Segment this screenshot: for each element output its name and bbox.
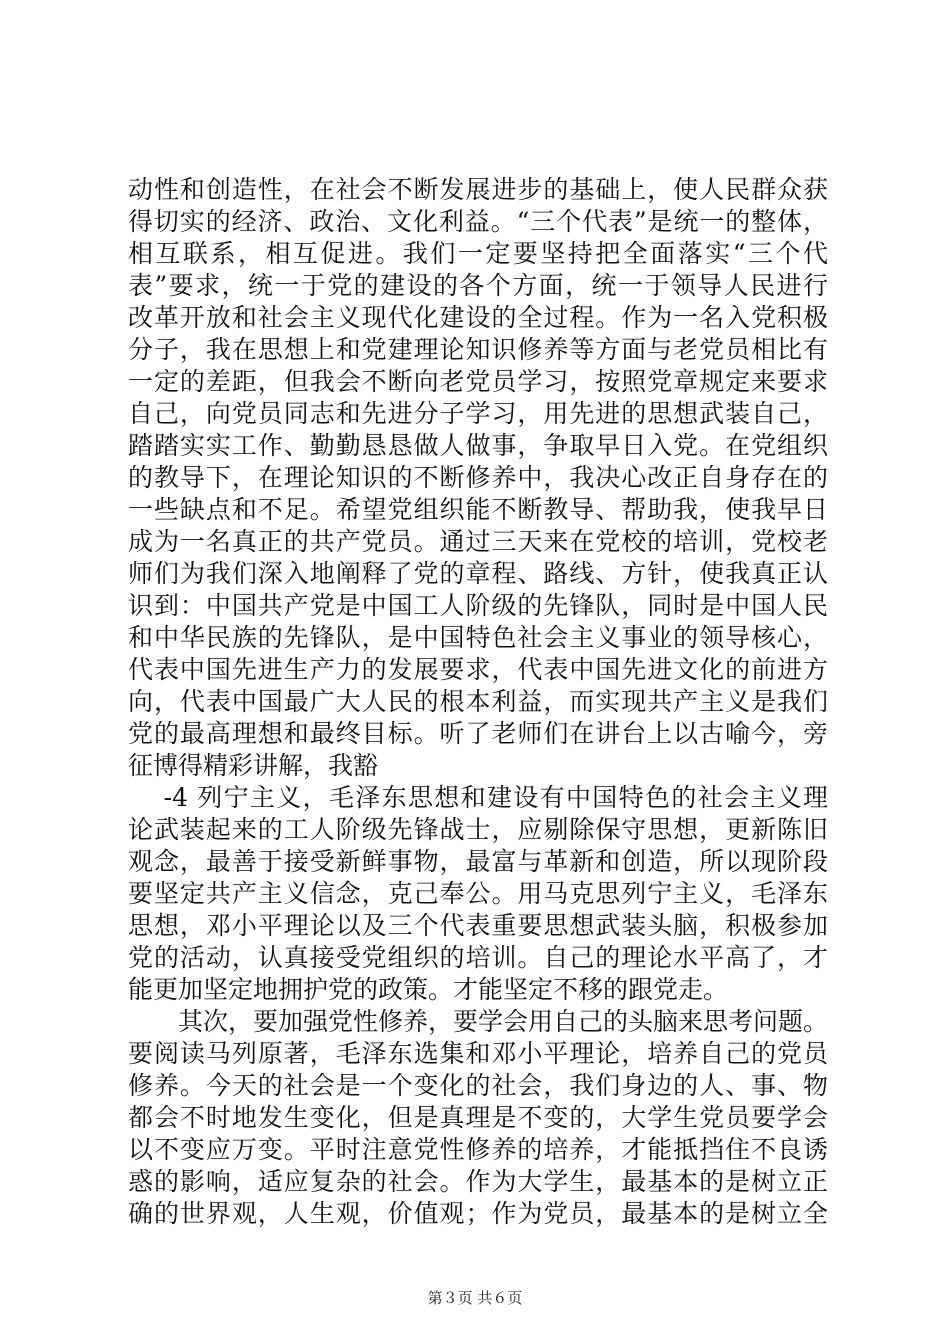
text-line: 和中华民族的先锋队，是中国特色社会主义事业的领导核心， bbox=[128, 623, 828, 652]
text-line: 要阅读马列原著，毛泽东选集和邓小平理论，培养自己的党员 bbox=[128, 1039, 828, 1068]
text-line: 向，代表中国最广大人民的根本利益，而实现共产主义是我们 bbox=[128, 687, 828, 716]
text-line: 党的最高理想和最终目标。听了老师们在讲台上以古喻今，旁 bbox=[128, 719, 828, 748]
text-line: 改革开放和社会主义现代化建设的全过程。作为一名入党积极 bbox=[128, 303, 828, 332]
text-line: -4 列宁主义，毛泽东思想和建设有中国特色的社会主义理 bbox=[128, 783, 828, 812]
text-line: 观念，最善于接受新鲜事物，最富与革新和创造，所以现阶段 bbox=[128, 847, 828, 876]
text-line: 其次，要加强党性修养，要学会用自己的头脑来思考问题。 bbox=[128, 1007, 828, 1036]
text-line: 表”要求，统一于党的建设的各个方面，统一于领导人民进行 bbox=[128, 271, 828, 300]
text-line: 一定的差距，但我会不断向老党员学习，按照党章规定来要求 bbox=[128, 367, 828, 396]
text-line: 惑的影响，适应复杂的社会。作为大学生，最基本的是树立正 bbox=[128, 1167, 828, 1196]
text-line: 自己，向党员同志和先进分子学习，用先进的思想武装自己， bbox=[128, 399, 828, 428]
text-line: 相互联系，相互促进。我们一定要坚持把全面落实“三个代 bbox=[128, 239, 828, 268]
text-line: 一些缺点和不足。希望党组织能不断教导、帮助我，使我早日 bbox=[128, 495, 828, 524]
text-line: 分子，我在思想上和党建理论知识修养等方面与老党员相比有 bbox=[128, 335, 828, 364]
text-line: 能更加坚定地拥护党的政策。才能坚定不移的跟党走。 bbox=[128, 975, 729, 1004]
body-text bbox=[128, 174, 828, 1230]
text-line: 成为一名真正的共产党员。通过三天来在党校的培训，党校老 bbox=[128, 527, 828, 556]
text-line: 思想，邓小平理论以及三个代表重要思想武装头脑，积极参加 bbox=[128, 911, 828, 940]
text-line: 征博得精彩讲解，我豁 bbox=[128, 751, 379, 780]
text-line: 都会不时地发生变化，但是真理是不变的，大学生党员要学会 bbox=[128, 1103, 828, 1132]
text-line: 识到：中国共产党是中国工人阶级的先锋队，同时是中国人民 bbox=[128, 591, 828, 620]
text-line: 的教导下，在理论知识的不断修养中，我决心改正自身存在的 bbox=[128, 463, 828, 492]
text-line: 以不变应万变。平时注意党性修养的培养，才能抵挡住不良诱 bbox=[128, 1135, 828, 1164]
text-line: 代表中国先进生产力的发展要求，代表中国先进文化的前进方 bbox=[128, 655, 828, 684]
text-line: 党的活动，认真接受党组织的培训。自己的理论水平高了，才 bbox=[128, 943, 828, 972]
text-line: 论武装起来的工人阶级先锋战士，应剔除保守思想，更新陈旧 bbox=[128, 815, 828, 844]
text-line: 得切实的经济、政治、文化利益。“三个代表”是统一的整体， bbox=[128, 207, 828, 236]
text-line: 师们为我们深入地阐释了党的章程、路线、方针，使我真正认 bbox=[128, 559, 828, 588]
text-line: 确的世界观，人生观，价值观；作为党员，最基本的是树立全 bbox=[128, 1199, 828, 1228]
page-footer: 第３页 共６页 bbox=[427, 1289, 523, 1307]
text-line: 动性和创造性，在社会不断发展进步的基础上，使人民群众获 bbox=[128, 175, 828, 204]
text-line: 要坚定共产主义信念，克己奉公。用马克思列宁主义，毛泽东 bbox=[128, 879, 828, 908]
text-line: 踏踏实实工作、勤勤恳恳做人做事，争取早日入党。在党组织 bbox=[128, 431, 828, 460]
text-line: 修养。今天的社会是一个变化的社会，我们身边的人、事、物 bbox=[128, 1071, 828, 1100]
